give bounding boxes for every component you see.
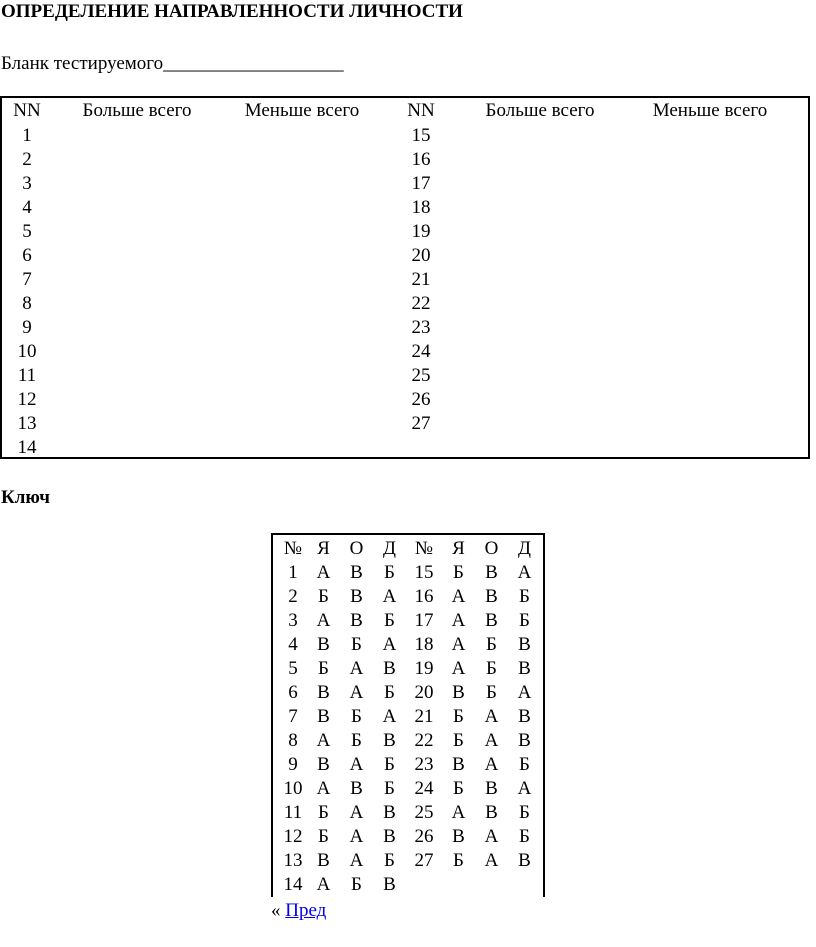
key-answer-cell: А: [484, 730, 499, 751]
subject-blank: ___________________: [163, 53, 344, 74]
key-answer-cell: А: [349, 682, 364, 703]
answer-number-right: [382, 436, 460, 460]
key-answer-cell: В: [452, 826, 465, 847]
key-answer-cell: Б: [384, 850, 395, 871]
key-answer-cell: В: [383, 802, 396, 823]
answer-blank-cell: [460, 316, 620, 340]
answer-blank-cell: [52, 268, 222, 292]
key-item-number: 8: [288, 730, 298, 751]
answer-number-left: 2: [22, 149, 32, 170]
key-item-number: 9: [288, 754, 298, 775]
key-row: [279, 609, 541, 633]
answer-number-left: 7: [22, 269, 32, 290]
answer-blank-cell: [222, 292, 382, 316]
answer-blank-cell: [52, 436, 222, 460]
key-header-cell: Я: [452, 538, 465, 559]
key-item-number: 12: [283, 826, 303, 847]
answer-number-left: 8: [22, 293, 32, 314]
answer-number-left: 5: [22, 221, 32, 242]
answer-blank-cell: [52, 388, 222, 412]
key-answer-cell: Б: [351, 706, 362, 727]
key-item-number: 24: [414, 778, 434, 799]
pagination-nav: [271, 900, 326, 922]
key-answer-cell: В: [518, 634, 531, 655]
key-item-number: 20: [414, 682, 434, 703]
key-answer-cell: А: [484, 826, 499, 847]
key-row: [279, 657, 541, 681]
key-row: [279, 753, 541, 777]
key-answer-cell: А: [484, 850, 499, 871]
key-header-cell: №: [414, 538, 434, 559]
key-table: [279, 537, 541, 897]
answer-blank-cell: [620, 316, 800, 340]
answer-row: [2, 412, 800, 436]
key-answer-cell: Б: [351, 634, 362, 655]
key-row: [279, 585, 541, 609]
answer-blank-cell: [620, 436, 800, 460]
answer-blank-cell: [460, 364, 620, 388]
key-answer-cell: Б: [453, 778, 464, 799]
key-item-number: 10: [283, 778, 303, 799]
key-answer-cell: А: [316, 730, 331, 751]
key-answer-cell: А: [517, 562, 532, 583]
key-answer-cell: А: [451, 610, 466, 631]
key-item-number: 25: [414, 802, 434, 823]
key-answer-cell: А: [382, 586, 397, 607]
answer-sheet-box: [0, 96, 810, 459]
key-answer-cell: Б: [519, 754, 530, 775]
key-row: [279, 777, 541, 801]
key-answer-cell: Б: [384, 754, 395, 775]
answer-blank-cell: [620, 196, 800, 220]
key-answer-cell: Б: [351, 874, 362, 895]
key-item-number: 6: [288, 682, 298, 703]
answer-row: [2, 172, 800, 196]
key-item-number: [406, 873, 442, 897]
key-answer-cell: А: [484, 754, 499, 775]
key-row: [279, 633, 541, 657]
header-least-left: Меньше всего: [244, 100, 360, 121]
key-answer-cell: Б: [519, 826, 530, 847]
key-answer-cell: В: [518, 730, 531, 751]
key-item-number: 13: [283, 850, 303, 871]
key-item-number: 1: [288, 562, 298, 583]
key-item-number: 27: [414, 850, 434, 871]
key-answer-cell: [442, 873, 475, 897]
answer-number-right: 23: [411, 317, 431, 338]
answer-row: [2, 220, 800, 244]
answer-number-right: 17: [411, 173, 431, 194]
answer-blank-cell: [222, 412, 382, 436]
key-answer-cell: В: [485, 802, 498, 823]
answer-row: [2, 268, 800, 292]
answer-blank-cell: [222, 316, 382, 340]
key-item-number: 19: [414, 658, 434, 679]
key-item-number: 5: [288, 658, 298, 679]
answer-blank-cell: [460, 148, 620, 172]
key-answer-cell: Б: [453, 730, 464, 751]
answer-blank-cell: [52, 244, 222, 268]
answer-blank-cell: [620, 268, 800, 292]
answer-sheet-table: [2, 98, 800, 460]
header-least-right: Меньше всего: [652, 100, 768, 121]
prev-arrow: «: [271, 900, 281, 921]
header-most-right: Больше всего: [485, 100, 595, 121]
key-item-number: 7: [288, 706, 298, 727]
key-answer-cell: А: [349, 826, 364, 847]
answer-row: [2, 244, 800, 268]
key-header-cell: О: [349, 538, 364, 559]
answer-blank-cell: [52, 220, 222, 244]
key-row: [279, 705, 541, 729]
key-item-number: 17: [414, 610, 434, 631]
answer-row: [2, 292, 800, 316]
key-answer-cell: А: [382, 634, 397, 655]
answer-blank-cell: [620, 412, 800, 436]
key-answer-cell: А: [316, 562, 331, 583]
answer-blank-cell: [222, 220, 382, 244]
key-answer-cell: В: [485, 610, 498, 631]
key-answer-cell: В: [383, 874, 396, 895]
key-answer-cell: В: [317, 754, 330, 775]
key-box: [271, 533, 545, 897]
key-answer-cell: В: [350, 778, 363, 799]
answer-number-left: 6: [22, 245, 32, 266]
key-item-number: 14: [283, 874, 303, 895]
key-answer-cell: Б: [318, 826, 329, 847]
key-title: Ключ: [1, 487, 50, 508]
key-item-number: 21: [414, 706, 434, 727]
key-answer-cell: А: [316, 778, 331, 799]
key-answer-cell: В: [452, 754, 465, 775]
key-header-cell: №: [283, 538, 303, 559]
answer-blank-cell: [52, 316, 222, 340]
key-answer-cell: А: [316, 874, 331, 895]
key-header-cell: О: [484, 538, 499, 559]
answer-blank-cell: [460, 244, 620, 268]
answer-number-right: 25: [411, 365, 431, 386]
answer-blank-cell: [620, 220, 800, 244]
key-item-number: 26: [414, 826, 434, 847]
answer-blank-cell: [52, 412, 222, 436]
answer-number-left: 4: [22, 197, 32, 218]
key-answer-cell: В: [383, 730, 396, 751]
key-answer-cell: А: [484, 706, 499, 727]
answer-row: [2, 364, 800, 388]
key-answer-cell: В: [518, 658, 531, 679]
answer-number-left: 10: [17, 341, 37, 362]
answer-blank-cell: [222, 148, 382, 172]
answer-number-right: 16: [411, 149, 431, 170]
answer-number-right: 18: [411, 197, 431, 218]
key-row: [279, 873, 541, 897]
answer-blank-cell: [222, 172, 382, 196]
answer-blank-cell: [222, 340, 382, 364]
key-answer-cell: [508, 873, 541, 897]
key-answer-cell: В: [485, 586, 498, 607]
answer-blank-cell: [222, 436, 382, 460]
key-answer-cell: Б: [453, 850, 464, 871]
key-answer-cell: А: [382, 706, 397, 727]
key-answer-cell: А: [517, 682, 532, 703]
answer-number-left: 9: [22, 317, 32, 338]
answer-blank-cell: [52, 196, 222, 220]
answer-number-left: 13: [17, 413, 37, 434]
answer-blank-cell: [620, 292, 800, 316]
header-nn-right: NN: [407, 100, 435, 121]
key-answer-cell: А: [349, 754, 364, 775]
key-answer-cell: А: [316, 610, 331, 631]
header-nn-left: NN: [13, 100, 41, 121]
key-header-cell: Д: [383, 538, 396, 559]
answer-number-left: 3: [22, 173, 32, 194]
answer-blank-cell: [52, 340, 222, 364]
key-answer-cell: В: [317, 682, 330, 703]
answer-blank-cell: [460, 172, 620, 196]
answer-blank-cell: [222, 268, 382, 292]
answer-blank-cell: [460, 220, 620, 244]
answer-blank-cell: [460, 340, 620, 364]
answer-number-right: 20: [411, 245, 431, 266]
key-answer-cell: Б: [351, 730, 362, 751]
answer-blank-cell: [222, 244, 382, 268]
key-answer-cell: Б: [486, 658, 497, 679]
answer-blank-cell: [460, 292, 620, 316]
key-answer-cell: Б: [519, 802, 530, 823]
key-answer-cell: Б: [486, 682, 497, 703]
key-header-row: [279, 537, 541, 561]
key-item-number: 11: [283, 802, 303, 823]
key-answer-cell: Б: [318, 658, 329, 679]
key-item-number: 23: [414, 754, 434, 775]
answer-number-right: 22: [411, 293, 431, 314]
answer-row: [2, 340, 800, 364]
answer-row: [2, 196, 800, 220]
key-answer-cell: А: [517, 778, 532, 799]
answer-number-left: 1: [22, 125, 32, 146]
answer-number-right: 27: [411, 413, 431, 434]
answer-blank-cell: [52, 148, 222, 172]
key-row: [279, 561, 541, 585]
key-item-number: 18: [414, 634, 434, 655]
key-item-number: 4: [288, 634, 298, 655]
key-answer-cell: В: [485, 778, 498, 799]
key-header-cell: Д: [518, 538, 531, 559]
key-answer-cell: А: [349, 658, 364, 679]
key-answer-cell: В: [518, 706, 531, 727]
answer-blank-cell: [460, 436, 620, 460]
answer-blank-cell: [620, 364, 800, 388]
answer-number-left: 11: [17, 365, 37, 386]
answer-number-right: 21: [411, 269, 431, 290]
key-answer-cell: Б: [486, 634, 497, 655]
answer-number-left: 12: [17, 389, 37, 410]
answer-blank-cell: [620, 124, 800, 148]
key-answer-cell: А: [451, 658, 466, 679]
answer-number-right: 19: [411, 221, 431, 242]
answer-blank-cell: [460, 124, 620, 148]
answer-blank-cell: [620, 148, 800, 172]
answer-blank-cell: [52, 172, 222, 196]
key-answer-cell: Б: [384, 610, 395, 631]
key-answer-cell: А: [349, 850, 364, 871]
key-answer-cell: В: [383, 658, 396, 679]
answer-row: [2, 436, 800, 460]
key-answer-cell: В: [317, 634, 330, 655]
key-answer-cell: А: [451, 634, 466, 655]
answer-number-right: 24: [411, 341, 431, 362]
answer-blank-cell: [460, 388, 620, 412]
answer-blank-cell: [620, 388, 800, 412]
key-item-number: 22: [414, 730, 434, 751]
key-answer-cell: В: [317, 850, 330, 871]
answer-blank-cell: [52, 292, 222, 316]
prev-page-link[interactable]: Пред: [285, 900, 327, 921]
key-answer-cell: Б: [453, 706, 464, 727]
key-answer-cell: В: [317, 706, 330, 727]
subject-label: Бланк тестируемого: [1, 53, 164, 74]
key-answer-cell: В: [350, 610, 363, 631]
answer-row: [2, 316, 800, 340]
answer-blank-cell: [620, 172, 800, 196]
key-item-number: 15: [414, 562, 434, 583]
answer-row: [2, 388, 800, 412]
key-header-cell: Я: [317, 538, 330, 559]
key-answer-cell: Б: [519, 586, 530, 607]
key-answer-cell: Б: [318, 802, 329, 823]
answer-row: [2, 124, 800, 148]
key-answer-cell: Б: [519, 610, 530, 631]
key-answer-cell: А: [451, 802, 466, 823]
answer-blank-cell: [52, 364, 222, 388]
answer-number-right: 26: [411, 389, 431, 410]
answer-row: [2, 148, 800, 172]
key-answer-cell: А: [451, 586, 466, 607]
key-answer-cell: В: [350, 586, 363, 607]
key-item-number: 3: [288, 610, 298, 631]
key-row: [279, 729, 541, 753]
answer-blank-cell: [222, 364, 382, 388]
answer-blank-cell: [52, 124, 222, 148]
header-most-left: Больше всего: [82, 100, 192, 121]
subject-name-line: [1, 53, 344, 75]
answer-number-left: 14: [17, 437, 37, 458]
answer-blank-cell: [222, 388, 382, 412]
key-answer-cell: В: [452, 682, 465, 703]
key-answer-cell: В: [518, 850, 531, 871]
key-answer-cell: В: [350, 562, 363, 583]
key-answer-cell: Б: [384, 778, 395, 799]
answer-blank-cell: [620, 244, 800, 268]
key-row: [279, 825, 541, 849]
answer-blank-cell: [460, 196, 620, 220]
answer-header-row: [2, 98, 800, 124]
answer-blank-cell: [222, 196, 382, 220]
key-answer-cell: Б: [453, 562, 464, 583]
key-row: [279, 801, 541, 825]
key-answer-cell: [475, 873, 508, 897]
key-answer-cell: Б: [384, 682, 395, 703]
answer-number-right: 15: [411, 125, 431, 146]
answer-blank-cell: [460, 268, 620, 292]
key-answer-cell: В: [485, 562, 498, 583]
page-title: ОПРЕДЕЛЕНИЕ НАПРАВЛЕННОСТИ ЛИЧНОСТИ: [1, 1, 463, 22]
answer-blank-cell: [620, 340, 800, 364]
key-row: [279, 849, 541, 873]
key-answer-cell: В: [383, 826, 396, 847]
key-item-number: 16: [414, 586, 434, 607]
key-answer-cell: А: [349, 802, 364, 823]
key-answer-cell: Б: [318, 586, 329, 607]
key-row: [279, 681, 541, 705]
key-answer-cell: Б: [384, 562, 395, 583]
key-item-number: 2: [288, 586, 298, 607]
answer-blank-cell: [222, 124, 382, 148]
answer-blank-cell: [460, 412, 620, 436]
